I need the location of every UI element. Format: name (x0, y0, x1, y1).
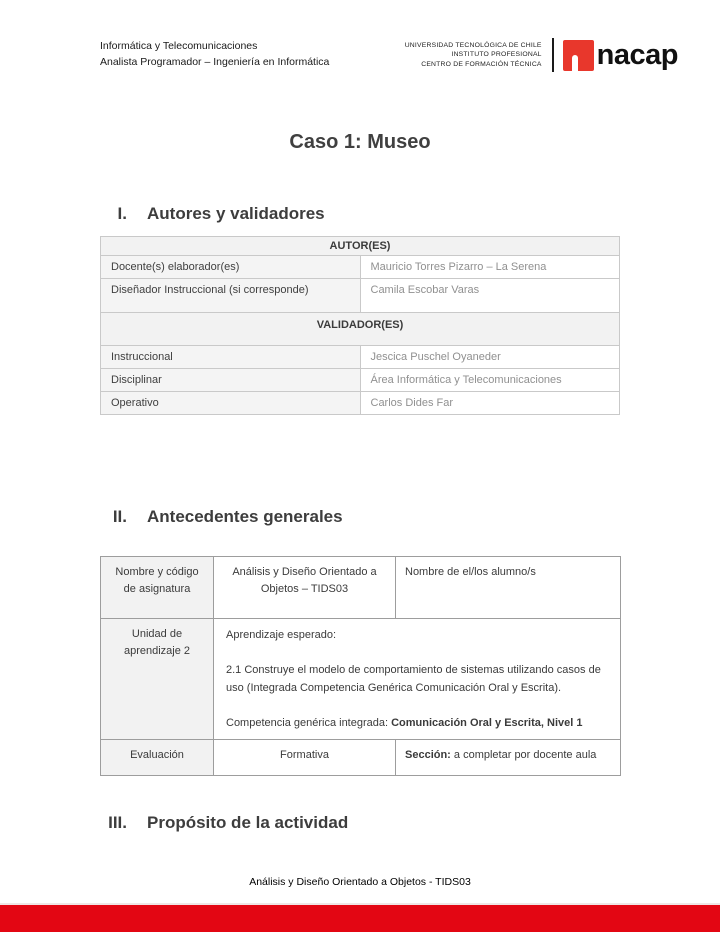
inacap-logo-notch (572, 55, 578, 71)
table-row (101, 256, 620, 279)
table-row (101, 392, 620, 415)
logo-divider (552, 38, 554, 72)
university-name-block (405, 41, 542, 70)
section-numeral: II. (112, 507, 127, 526)
row-value: Jescica Puschel Oyaneder (360, 346, 620, 369)
section-info-cell (396, 740, 621, 776)
footer-course-text: Análisis y Diseño Orientado a Objetos - TIDS03 (249, 876, 471, 888)
row-label: Instruccional (101, 346, 361, 369)
table-row (101, 740, 621, 776)
subject-label-cell: Nombre y código de asignatura (101, 557, 214, 619)
generic-competency-line (226, 714, 608, 732)
row-value: Área Informática y Telecomunicaciones (360, 369, 620, 392)
section-heading-autores (100, 204, 325, 224)
page-title: Caso 1: Museo (289, 131, 431, 153)
row-value: Carlos Dides Far (360, 392, 620, 415)
row-value: Mauricio Torres Pizarro – La Serena (360, 256, 620, 279)
generic-competency-prefix: Competencia genérica integrada: (226, 717, 392, 729)
section-numeral: III. (108, 813, 127, 832)
section-label: Autores y validadores (147, 204, 325, 223)
table-row (101, 369, 620, 392)
footer-red-bar (0, 905, 720, 932)
authors-group-header: AUTOR(ES) (101, 237, 620, 256)
students-name-cell: Nombre de el/los alumno/s (396, 557, 621, 619)
header-area-line: Informática y Telecomunicaciones (100, 40, 258, 52)
row-label: Diseñador Instruccional (si corresponde) (101, 279, 361, 313)
header-program-info (100, 38, 329, 70)
validators-group-header: VALIDADOR(ES) (101, 313, 620, 346)
section-heading-antecedentes (100, 507, 343, 527)
table-row (101, 557, 621, 619)
row-value: Camila Escobar Varas (360, 279, 620, 313)
inacap-logo-word: nacap (596, 38, 678, 71)
section-heading-proposito (100, 813, 348, 833)
section-label: Antecedentes generales (147, 507, 343, 526)
generic-competency-name: Comunicación Oral y Escrita, Nivel 1 (391, 717, 583, 729)
section-info-rest: a completar por docente aula (450, 749, 597, 761)
expected-learning-heading: Aprendizaje esperado: (226, 629, 337, 641)
table-row (101, 237, 620, 256)
evaluation-label-cell: Evaluación (101, 740, 214, 776)
table-row (101, 346, 620, 369)
table-row (101, 279, 620, 313)
table-row (101, 619, 621, 740)
general-info-table (100, 556, 621, 776)
row-label: Docente(s) elaborador(es) (101, 256, 361, 279)
row-label: Operativo (101, 392, 361, 415)
table-row (101, 313, 620, 346)
section-info-bold: Sección: (405, 749, 451, 761)
section-label: Propósito de la actividad (147, 813, 349, 832)
page-header (100, 38, 678, 72)
subject-name-cell: Análisis y Diseño Orientado a Objetos – TIDS03 (214, 557, 396, 619)
university-line-2: INSTITUTO PROFESIONAL (451, 51, 542, 59)
inacap-logo-icon (563, 40, 594, 71)
inacap-logo (563, 40, 678, 71)
university-line-3: CENTRO DE FORMACIÓN TÉCNICA (421, 60, 542, 68)
unit-label-cell: Unidad de aprendizaje 2 (101, 619, 214, 740)
row-label: Disciplinar (101, 369, 361, 392)
authors-validators-table (100, 236, 620, 415)
university-line-1: UNIVERSIDAD TECNOLÓGICA DE CHILE (404, 41, 542, 49)
evaluation-type-cell: Formativa (214, 740, 396, 776)
header-brand (405, 38, 678, 72)
learning-outcome-cell (214, 619, 621, 740)
section-numeral: I. (117, 204, 127, 223)
expected-learning-body: 2.1 Construye el modelo de comportamiento de sistemas utilizando casos de uso (Integrada Competencia Genérica Comunicación Oral y Escrita). (226, 664, 601, 694)
header-career-line: Analista Programador – Ingeniería en Informática (100, 56, 330, 68)
